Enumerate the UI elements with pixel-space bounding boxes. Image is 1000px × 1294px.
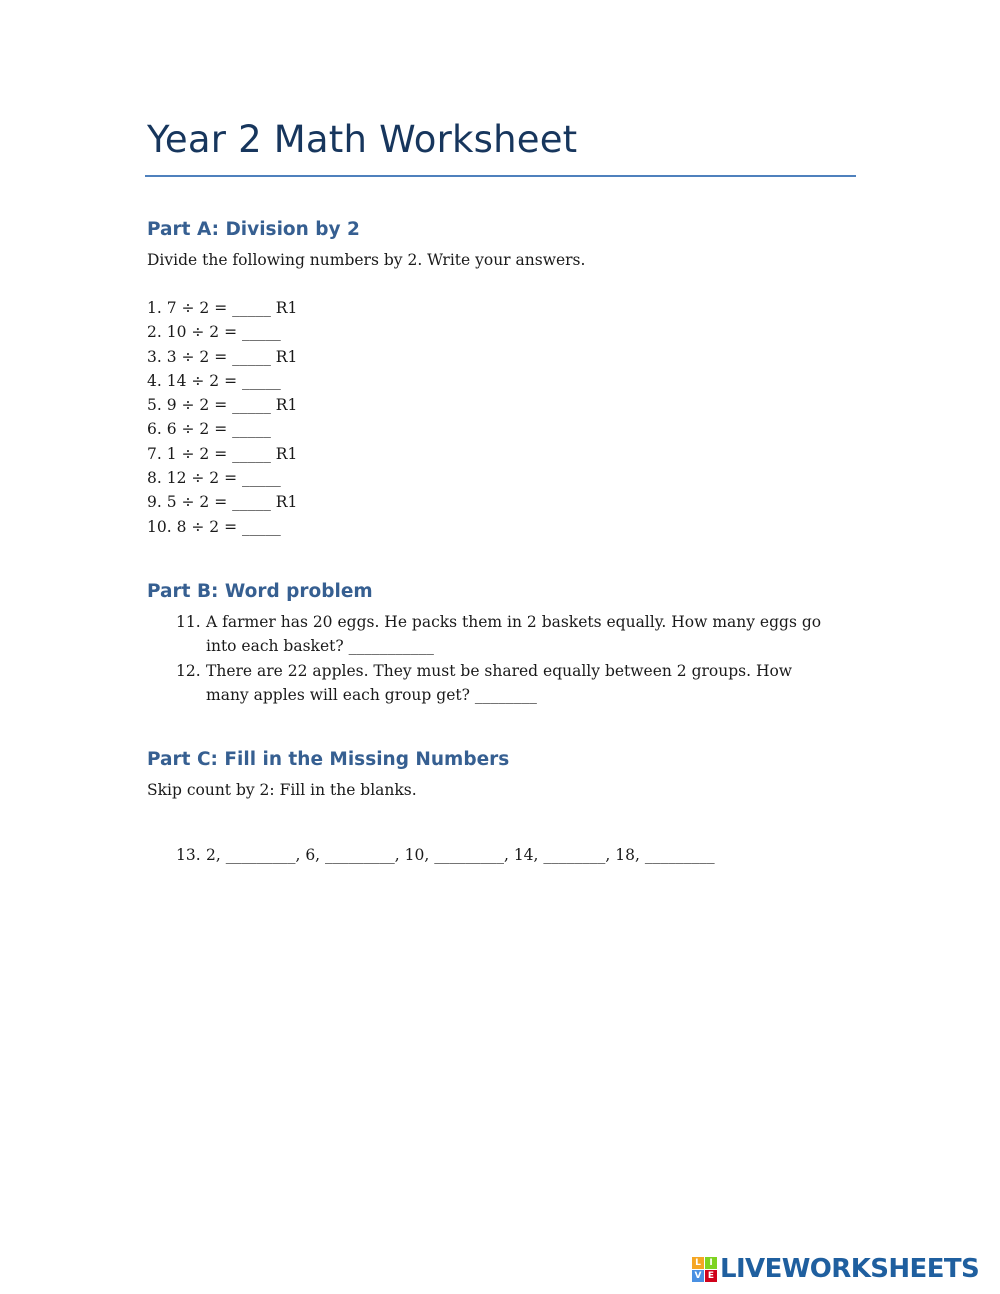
question-6[interactable]: 6. 6 ÷ 2 = _____ — [147, 420, 271, 439]
question-12-text[interactable]: There are 22 apples. They must be shared equally between 2 groups. How many apples will each group get? ________ — [206, 662, 793, 705]
question-2[interactable]: 2. 10 ÷ 2 = _____ — [147, 323, 281, 342]
logo-mark-v: V — [692, 1270, 704, 1282]
question-10[interactable]: 10. 8 ÷ 2 = _____ — [147, 517, 281, 536]
part-a-question-list — [147, 296, 297, 539]
part-c-instruction: Skip count by 2: Fill in the blanks. — [147, 781, 417, 799]
logo-mark-e: E — [705, 1270, 717, 1282]
liveworksheets-logo — [692, 1254, 979, 1284]
logo-mark-l: L — [692, 1257, 704, 1269]
question-8[interactable]: 8. 12 ÷ 2 = _____ — [147, 469, 281, 488]
logo-mark-i: I — [705, 1257, 717, 1269]
page-title: Year 2 Math Worksheet — [147, 118, 578, 161]
logo-mark-icon — [692, 1257, 717, 1282]
question-3[interactable]: 3. 3 ÷ 2 = _____ R1 — [147, 347, 298, 366]
question-11-text[interactable]: A farmer has 20 eggs. He packs them in 2 baskets equally. How many eggs go into each basket? ___________ — [206, 613, 822, 656]
question-4[interactable]: 4. 14 ÷ 2 = _____ — [147, 371, 281, 390]
question-13-text[interactable]: 2, _________, 6, _________, 10, _________, 14, ________, 18, _________ — [206, 846, 715, 864]
part-c-heading: Part C: Fill in the Missing Numbers — [147, 749, 510, 770]
question-12-number: 12. — [176, 662, 201, 680]
part-a-heading: Part A: Division by 2 — [147, 219, 360, 240]
title-divider — [145, 175, 856, 177]
question-13-number: 13. — [176, 846, 201, 864]
logo-text: LIVEWORKSHEETS — [720, 1254, 980, 1284]
part-a-instruction: Divide the following numbers by 2. Write your answers. — [147, 251, 586, 269]
question-9[interactable]: 9. 5 ÷ 2 = _____ R1 — [147, 493, 298, 512]
question-7[interactable]: 7. 1 ÷ 2 = _____ R1 — [147, 444, 298, 463]
question-11-number: 11. — [176, 613, 201, 631]
question-5[interactable]: 5. 9 ÷ 2 = _____ R1 — [147, 396, 298, 415]
question-1[interactable]: 1. 7 ÷ 2 = _____ R1 — [147, 299, 298, 317]
part-b-heading: Part B: Word problem — [147, 581, 373, 602]
